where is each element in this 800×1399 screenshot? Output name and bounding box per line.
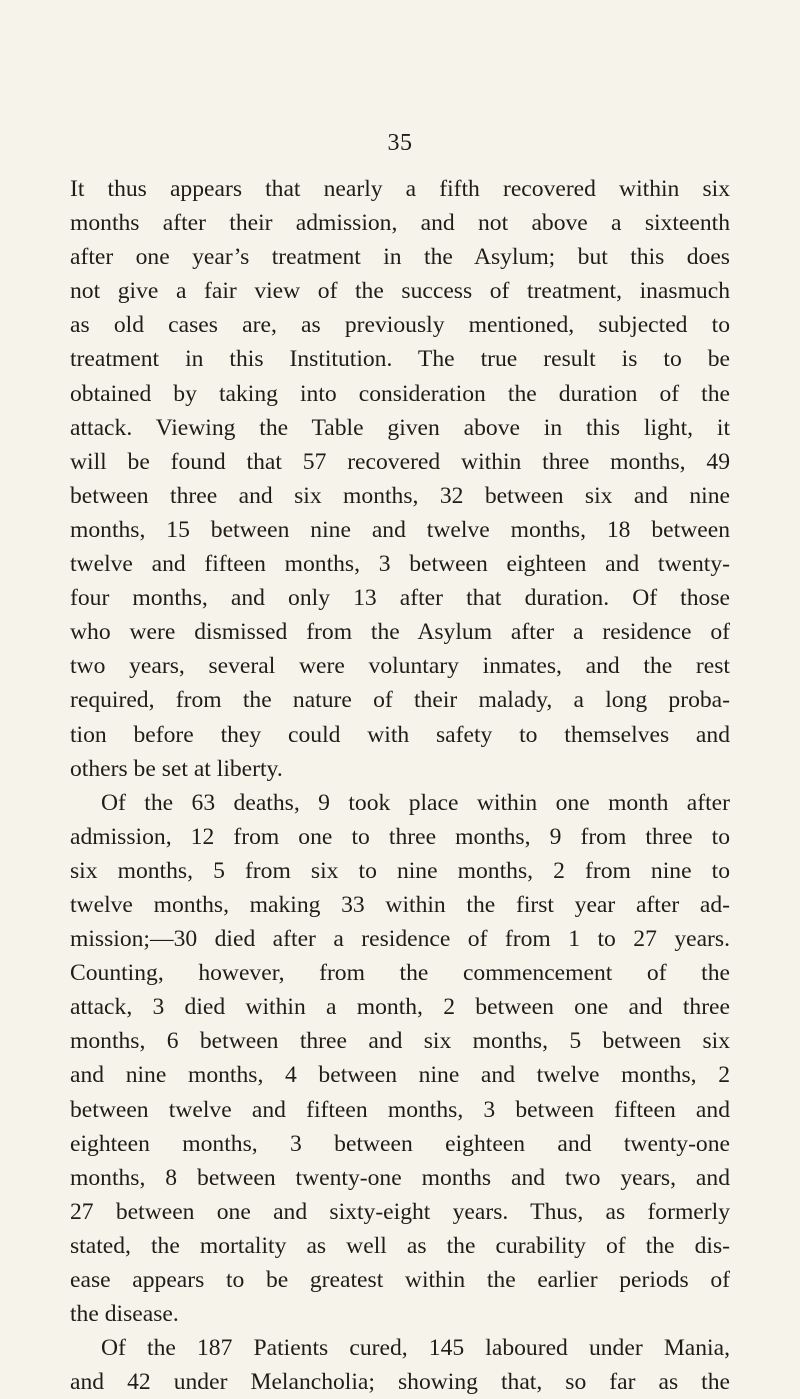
text-line: Of the 63 deaths, 9 took place within one month after	[101, 789, 730, 816]
text-line: Of the 187 Patients cured, 145 laboured under Mania,	[101, 1335, 730, 1362]
text-line: stated, the mortality as well as the curability of the dis-	[70, 1232, 730, 1259]
text-line: and nine months, 4 between nine and twelve months, 2	[70, 1062, 730, 1089]
text-line: six months, 5 from six to nine months, 2 from nine to	[70, 857, 730, 884]
text-line: mission;—30 died after a residence of from 1 to 27 years.	[70, 926, 730, 953]
text-line: required, from the nature of their malady, a long proba-	[70, 687, 730, 714]
text-line: two years, several were voluntary inmates, and the rest	[70, 653, 730, 680]
text-line: as old cases are, as previously mentioned, subjected to	[70, 312, 730, 339]
text-line: twelve months, making 33 within the first year after ad-	[70, 891, 730, 918]
text-line: months, 8 between twenty-one months and two years, and	[70, 1164, 730, 1191]
text-line: It thus appears that nearly a fifth recovered within six	[70, 176, 730, 202]
text-line: months, 6 between three and six months, 5 between six	[70, 1028, 730, 1055]
text-line: twelve and fifteen months, 3 between eighteen and twenty-	[70, 551, 730, 578]
text-line: Counting, however, from the commencement of the	[70, 960, 730, 987]
text-line: attack, 3 died within a month, 2 between one and three	[70, 994, 730, 1021]
text-line: after one year’s treatment in the Asylum; but this does	[70, 244, 730, 271]
text-line: others be set at liberty.	[70, 755, 283, 782]
text-line: who were dismissed from the Asylum after a residence of	[70, 619, 730, 646]
text-line: the disease.	[70, 1301, 179, 1328]
text-line: months, 15 between nine and twelve months, 18 between	[70, 516, 730, 543]
text-line: treatment in this Institution. The true result is to be	[70, 346, 730, 373]
text-line: months after their admission, and not above a sixteenth	[70, 210, 730, 237]
text-line: admission, 12 from one to three months, 9 from three to	[70, 823, 730, 850]
text-line: obtained by taking into consideration the duration of the	[70, 380, 730, 407]
text-line: will be found that 57 recovered within three months, 49	[70, 448, 730, 475]
text-line: between three and six months, 32 between six and nine	[70, 482, 730, 509]
page-number: 35	[387, 130, 413, 156]
text-line: ease appears to be greatest within the earlier periods of	[70, 1267, 730, 1293]
text-line: attack. Viewing the Table given above in this light, it	[70, 414, 730, 441]
text-line: eighteen months, 3 between eighteen and twenty-one	[70, 1130, 730, 1157]
text-line: 27 between one and sixty-eight years. Thus, as formerly	[70, 1198, 730, 1225]
text-line: and 42 under Melancholia; showing that, so far as the	[70, 1369, 730, 1396]
text-line: between twelve and fifteen months, 3 between fifteen and	[70, 1096, 730, 1123]
text-line: not give a fair view of the success of treatment, inasmuch	[70, 278, 730, 305]
body-text	[70, 172, 730, 1399]
text-line: four months, and only 13 after that duration. Of those	[70, 585, 730, 612]
text-line: tion before they could with safety to themselves and	[70, 721, 730, 748]
